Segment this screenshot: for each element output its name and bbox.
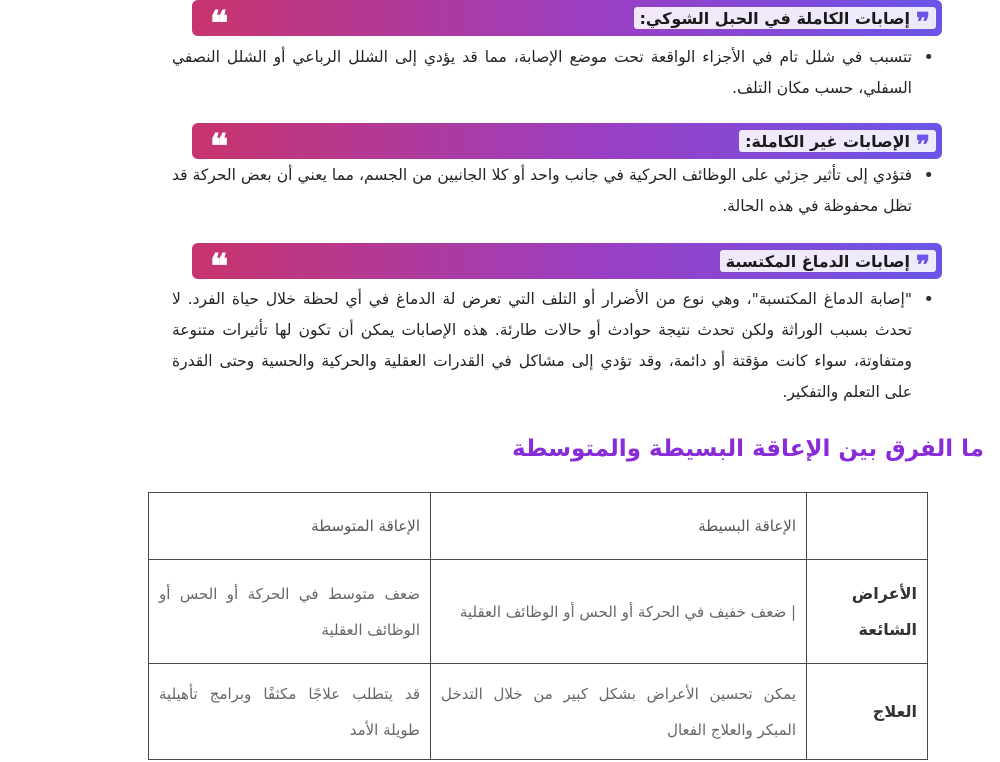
section-title-text: إصابات الدماغ المكتسبة [725,251,910,271]
table-row [149,664,928,760]
bullet-item [172,284,934,408]
quote-icon: ❝ [210,247,229,287]
table-cell: ضعف متوسط في الحركة أو الحس أو الوظائف العقلية [149,560,431,664]
bullet-text: تتسبب في شلل تام في الأجزاء الواقعة تحت موضع الإصابة، مما قد يؤدي إلى الشلل الرباعي أو الشلل النصفي السفلي، حسب مكان التلف. [172,48,912,97]
quote-mark-icon: ❞ [916,8,930,38]
bullet-dot-icon: • [923,47,934,68]
quote-mark-icon: ❞ [916,251,930,281]
bullet-text: "إصابة الدماغ المكتسبة"، وهي نوع من الأضرار أو التلف التي تعرض لة الدماغ في أي لحظة خلال حياة الفرد. لا تحدث بسبب الوراثة ولكن تحدث نتيجة حوادث أو حالات طارئة. هذه الإصابات يمكن أن تكون لها تأثيرات متنوعة ومتفاوتة، سواء كانت مؤقتة أو دائمة، وقد تؤدي إلى مشاكل في القدرات العقلية والحركية والحسية وحتى القدرة على التعلم والتفكير. [172,290,912,401]
table-cell: | ضعف خفيف في الحركة أو الحس أو الوظائف العقلية [431,560,807,664]
bullet-dot-icon: • [923,289,934,310]
row-label: الأعراض الشائعة [807,560,928,664]
section-banner-acquired-brain-injuries [192,243,942,287]
table-row [149,560,928,664]
table-cell: يمكن تحسين الأعراض بشكل كبير من خلال التدخل المبكر والعلاج الفعال [431,664,807,760]
section-title [739,130,936,161]
bullet-dot-icon: • [923,165,934,186]
section-banner-incomplete-injuries [192,123,942,167]
table-cell: قد يتطلب علاجًا مكثفًا وبرامج تأهيلية طويلة الأمد [149,664,431,760]
section-title-text: الإصابات غير الكاملة: [745,131,910,151]
table-header-row [149,493,928,560]
row-label: العلاج [807,664,928,760]
section-title [634,7,936,38]
bullet-text: فتؤدي إلى تأثير جزئي على الوظائف الحركية في جانب واحد أو كلا الجانبين من الجسم، مما يعني أن بعض الحركة قد تظل محفوظة في هذه الحالة. [172,166,912,215]
quote-icon: ❝ [210,4,229,44]
table-header-cell [807,493,928,560]
table-header-cell: الإعاقة المتوسطة [149,493,431,560]
table-header-cell: الإعاقة البسيطة [431,493,807,560]
bullet-item [172,160,934,222]
quote-icon: ❝ [210,127,229,167]
quote-mark-icon: ❞ [916,131,930,161]
comparison-table [148,492,928,760]
section-title [720,250,936,281]
section-title-text: إصابات الكاملة في الحبل الشوكي: [639,8,910,28]
section-banner-complete-injuries [192,0,942,44]
comparison-heading: ما الفرق بين الإعاقة البسيطة والمتوسطة [511,436,984,462]
bullet-item [172,42,934,104]
